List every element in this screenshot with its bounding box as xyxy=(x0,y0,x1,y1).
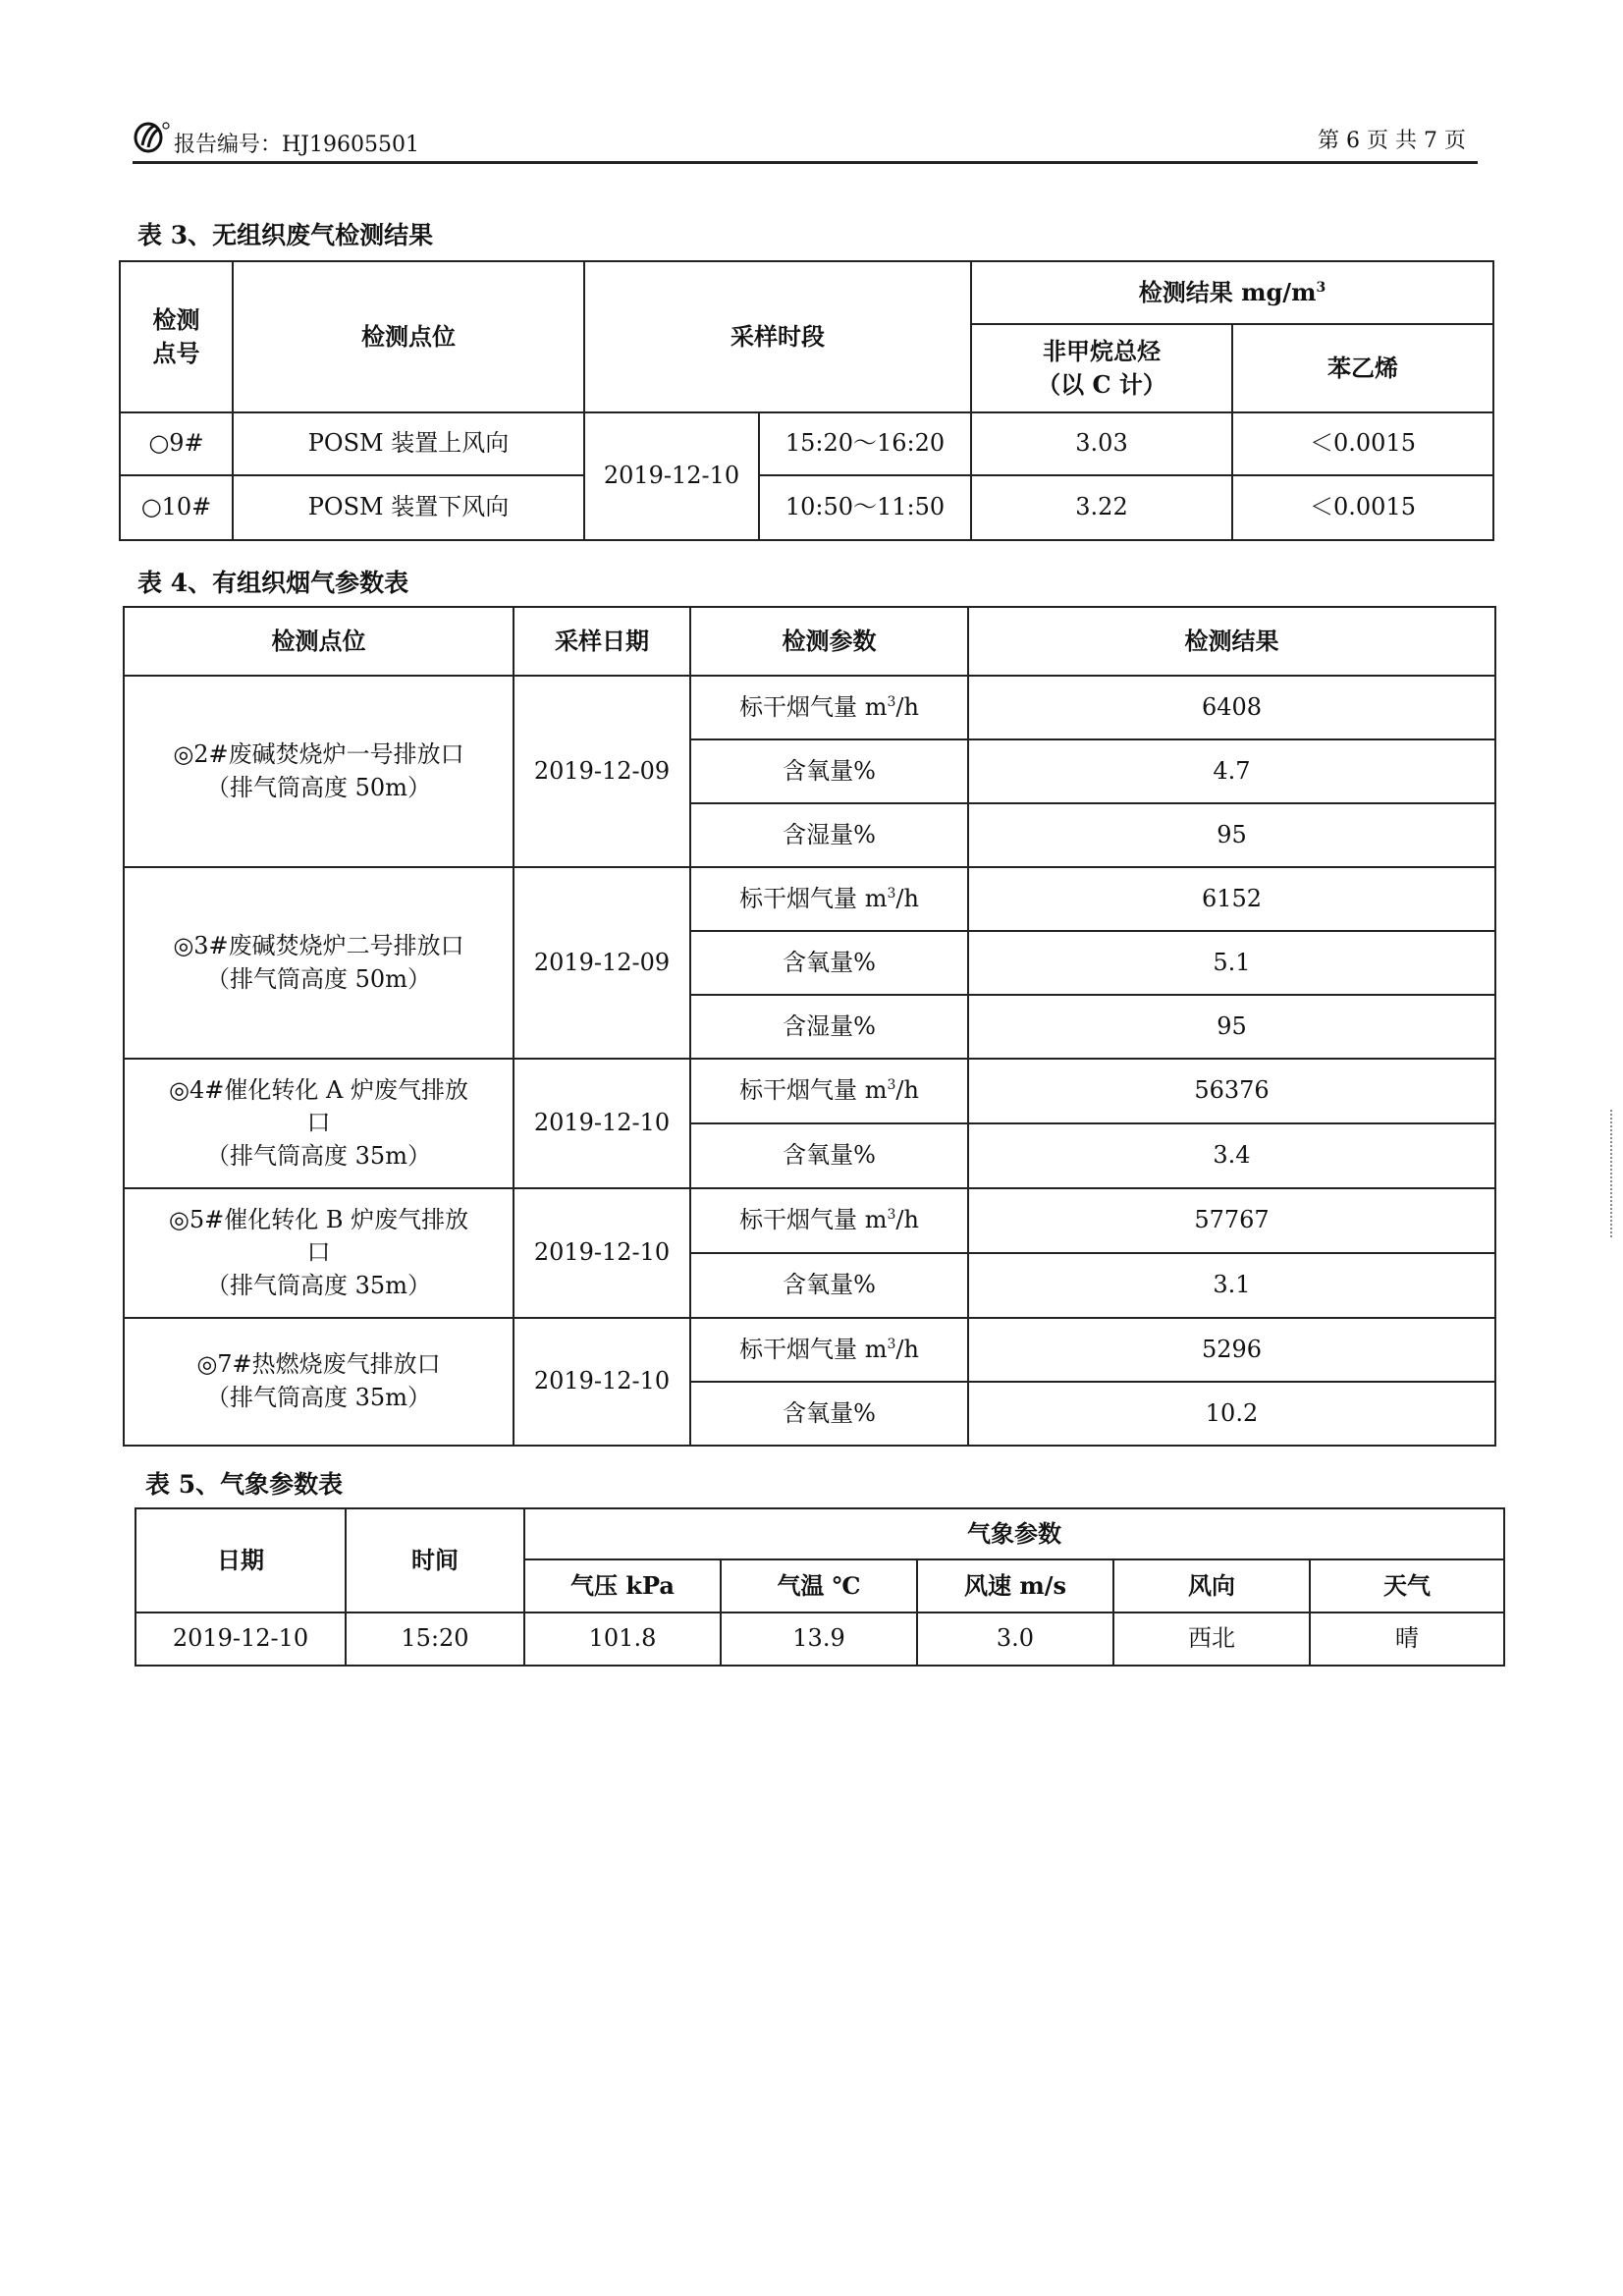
header-time: 时间 xyxy=(346,1508,524,1613)
point-cell: ○10# xyxy=(120,475,233,540)
header-sampling-period: 采样时段 xyxy=(584,261,971,412)
pressure-cell: 101.8 xyxy=(524,1613,721,1666)
header-weather-params: 气象参数 xyxy=(524,1508,1504,1559)
header-param: 检测参数 xyxy=(690,607,968,676)
date-cell: 2019-12-10 xyxy=(514,1318,690,1446)
date-cell: 2019-12-10 xyxy=(584,412,759,540)
header-wind-speed: 风速 m/s xyxy=(917,1559,1113,1613)
table-row xyxy=(124,676,1495,739)
param-cell: 含氧量% xyxy=(690,1253,968,1318)
header-date: 采样日期 xyxy=(514,607,690,676)
param-cell: 标干烟气量 $m^3/h$ xyxy=(690,1059,968,1123)
table3-unorganized-exhaust xyxy=(119,260,1494,541)
header-wind-direction: 风向 xyxy=(1113,1559,1310,1613)
location-cell: POSM 装置上风向 xyxy=(233,412,584,475)
styrene-cell: ＜0.0015 xyxy=(1232,475,1493,540)
value-cell: 4.7 xyxy=(968,739,1495,803)
date-cell: 2019-12-09 xyxy=(514,867,690,1059)
table5-weather-params xyxy=(135,1507,1505,1667)
header-result: 检测结果 $mg/m^3$ xyxy=(971,261,1493,324)
page-number: 第 6 页 共 7 页 xyxy=(1318,129,1466,153)
value-cell: 95 xyxy=(968,995,1495,1059)
header-location: 检测点位 xyxy=(124,607,514,676)
table-row xyxy=(124,1059,1495,1123)
header-result: 检测结果 xyxy=(968,607,1495,676)
table-row xyxy=(135,1613,1504,1666)
location-cell: POSM 装置下风向 xyxy=(233,475,584,540)
table4-caption: 表 4、有组织烟气参数表 xyxy=(137,569,409,597)
header-nmhc: 非甲烷总烃 （以 C 计） xyxy=(971,324,1232,412)
header-styrene: 苯乙烯 xyxy=(1232,324,1493,412)
table-row xyxy=(124,1318,1495,1382)
wind-speed-cell: 3.0 xyxy=(917,1613,1113,1666)
table4-organized-flue-gas xyxy=(123,606,1496,1447)
value-cell: 95 xyxy=(968,803,1495,867)
wind-direction-cell: 西北 xyxy=(1113,1613,1310,1666)
param-cell: 含湿量% xyxy=(690,995,968,1059)
value-cell: 3.1 xyxy=(968,1253,1495,1318)
location-cell: ◎3#废碱焚烧炉二号排放口 （排气筒高度 50m） xyxy=(124,867,514,1059)
value-cell: 6152 xyxy=(968,867,1495,931)
param-cell: 含湿量% xyxy=(690,803,968,867)
scan-edge-mark xyxy=(1610,1110,1615,1237)
temperature-cell: 13.9 xyxy=(721,1613,917,1666)
table-row xyxy=(120,475,1493,540)
param-cell: 标干烟气量 $m^3/h$ xyxy=(690,676,968,739)
header-pressure: 气压 kPa xyxy=(524,1559,721,1613)
date-cell: 2019-12-09 xyxy=(514,676,690,867)
value-cell: 56376 xyxy=(968,1059,1495,1123)
header-temperature: 气温 ℃ xyxy=(721,1559,917,1613)
header-location: 检测点位 xyxy=(233,261,584,412)
header-weather: 天气 xyxy=(1310,1559,1504,1613)
table-row xyxy=(124,1188,1495,1253)
styrene-cell: ＜0.0015 xyxy=(1232,412,1493,475)
table5-caption: 表 5、气象参数表 xyxy=(145,1470,344,1499)
time-cell: 15:20～16:20 xyxy=(759,412,971,475)
time-cell: 10:50～11:50 xyxy=(759,475,971,540)
date-cell: 2019-12-10 xyxy=(514,1188,690,1318)
date-cell: 2019-12-10 xyxy=(514,1059,690,1188)
report-number: 报告编号：HJ19605501 xyxy=(174,133,419,157)
param-cell: 标干烟气量 $m^3/h$ xyxy=(690,1318,968,1382)
time-cell: 15:20 xyxy=(346,1613,524,1666)
header-point-no: 检测 点号 xyxy=(120,261,233,412)
weather-cell: 晴 xyxy=(1310,1613,1504,1666)
location-cell: ◎5#催化转化 B 炉废气排放 口 （排气筒高度 35m） xyxy=(124,1188,514,1318)
location-cell: ◎4#催化转化 A 炉废气排放 口 （排气筒高度 35m） xyxy=(124,1059,514,1188)
value-cell: 3.4 xyxy=(968,1123,1495,1188)
param-cell: 标干烟气量 $m^3/h$ xyxy=(690,1188,968,1253)
header-date: 日期 xyxy=(135,1508,346,1613)
nmhc-cell: 3.22 xyxy=(971,475,1232,540)
value-cell: 57767 xyxy=(968,1188,1495,1253)
value-cell: 10.2 xyxy=(968,1382,1495,1446)
param-cell: 含氧量% xyxy=(690,1123,968,1188)
table-row xyxy=(124,867,1495,931)
point-cell: ○9# xyxy=(120,412,233,475)
value-cell: 6408 xyxy=(968,676,1495,739)
date-cell: 2019-12-10 xyxy=(135,1613,346,1666)
table3-caption: 表 3、无组织废气检测结果 xyxy=(137,221,434,249)
location-cell: ◎7#热燃烧废气排放口 （排气筒高度 35m） xyxy=(124,1318,514,1446)
value-cell: 5.1 xyxy=(968,931,1495,995)
param-cell: 含氧量% xyxy=(690,1382,968,1446)
page-header xyxy=(133,116,1478,164)
param-cell: 标干烟气量 $m^3/h$ xyxy=(690,867,968,931)
value-cell: 5296 xyxy=(968,1318,1495,1382)
param-cell: 含氧量% xyxy=(690,931,968,995)
nmhc-cell: 3.03 xyxy=(971,412,1232,475)
company-logo-icon xyxy=(133,120,172,153)
location-cell: ◎2#废碱焚烧炉一号排放口 （排气筒高度 50m） xyxy=(124,676,514,867)
table-row xyxy=(120,412,1493,475)
param-cell: 含氧量% xyxy=(690,739,968,803)
